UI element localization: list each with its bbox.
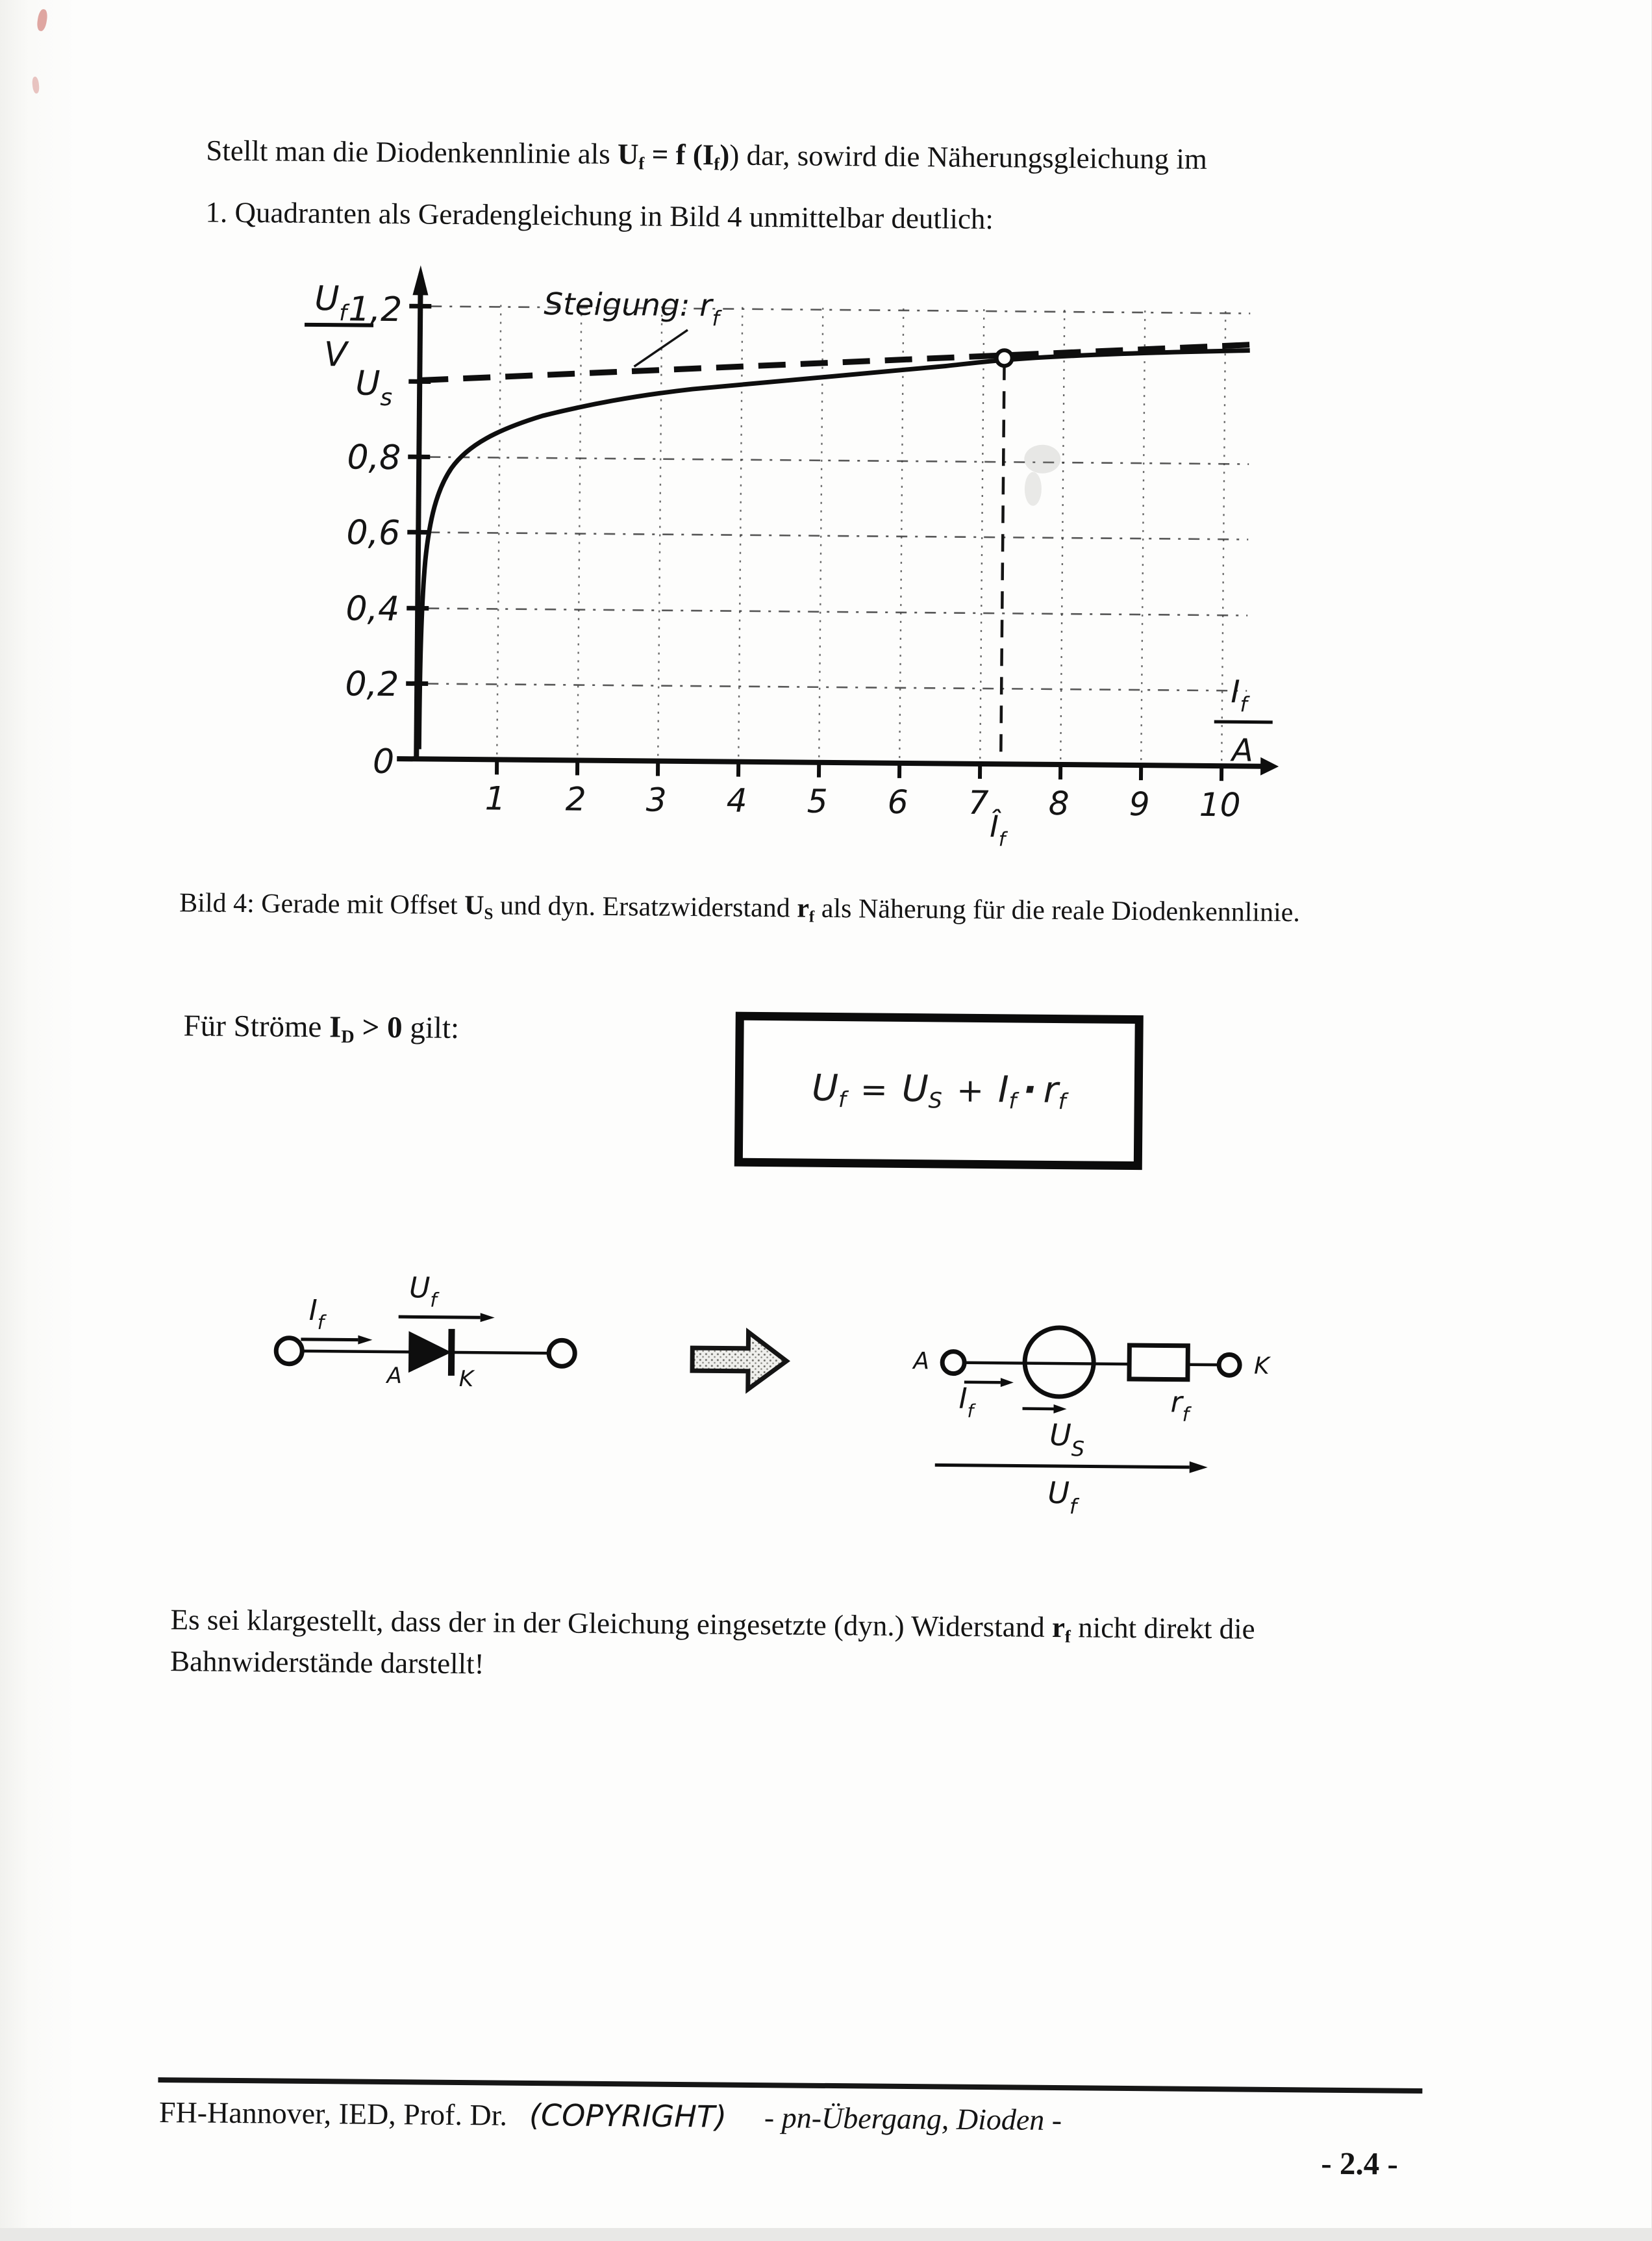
source-voltage-label: $U_S$ [1049,1417,1085,1461]
total-voltage-arrow-head-icon [1190,1462,1208,1473]
intro-paragraph [205,120,1401,255]
equivalent-circuit-diagram [897,1270,1353,1514]
svg-text:1: 1 [485,779,506,817]
symbol-uf: U [618,138,639,170]
svg-text:3: 3 [646,781,667,818]
operating-point-marker [997,350,1012,366]
svg-text:9: 9 [1129,785,1149,823]
eq-plus: + [957,1072,984,1109]
svg-text:Uf: $U_f$ [314,279,351,326]
equation [812,1067,1066,1114]
footer-chapter: - pn-Übergang, Dioden - [764,2100,1062,2137]
approximation-line [421,337,1253,387]
symbol-rf: r [797,893,809,923]
svg-text:6: 6 [888,783,908,821]
symbol-uf-sub: f [638,153,644,173]
clarify-text: Es sei klargestellt, dass der in der Gleichung eingesetzte (dyn.) Widerstand [170,1603,1052,1643]
eq-us-sub: S [928,1088,942,1113]
condition-text: gilt: [402,1011,459,1045]
figure-4-chart [266,257,1284,838]
svg-text:5: 5 [807,783,828,820]
cathode-label: K [1254,1353,1271,1380]
terminal-anode [942,1351,964,1373]
svg-text:0,2: 0,2 [345,665,399,704]
terminal-anode [276,1338,302,1364]
page-number: - 2.4 - [1321,2145,1398,2183]
footer [159,2094,1062,2137]
current-label: $I_f$ [308,1294,327,1334]
x-axis [397,759,1263,766]
eq-rf: r [1043,1069,1058,1111]
y-tick-labels [344,290,402,781]
svg-text:If: $I_f$ [1231,674,1251,716]
svg-text:0: 0 [373,742,395,781]
eq-uf: U [812,1067,839,1109]
footer-copyright: (COPYRIGHT) [529,2097,727,2134]
svg-text:4: 4 [727,782,747,820]
operating-point-label: $Î_f$ [990,809,1008,851]
scan-smudge [1024,445,1060,474]
equation-box [734,1012,1144,1170]
diode-curve [419,343,1249,756]
svg-text:2: 2 [566,780,586,818]
x-tick-labels [485,779,1241,824]
diode-circuit-diagram [249,1254,614,1407]
diode-cathode-bar [451,1329,452,1376]
eq-uf-sub: f [838,1087,846,1113]
x-axis-arrow-icon [1260,757,1279,776]
figure-caption [179,887,1413,931]
clarify-text: nicht direkt die [1071,1611,1255,1645]
caption-text: Bild 4: Gerade mit Offset [179,888,464,920]
current-label: $I_f$ [958,1382,977,1422]
condition-inequality: > 0 [355,1011,403,1045]
intro-text: ) dar, sowird die Näherungsgleichung im [729,139,1207,175]
x-axis-unit-label [1214,674,1273,769]
voltage-label: $U_f$ [409,1271,440,1311]
eq-if: I [998,1069,1009,1111]
implies-block-arrow-icon [687,1323,805,1402]
svg-text:V: V [324,335,350,374]
resistor-symbol [1129,1345,1188,1380]
svg-text:10: 10 [1199,786,1241,824]
svg-text:0,8: 0,8 [347,438,401,477]
eq-if-sub: f [1008,1089,1016,1114]
axes [397,265,1283,776]
svg-text:7: 7 [968,784,989,822]
symbol-if: I [703,138,714,171]
cathode-label: K [459,1366,475,1392]
symbol-id-sub: D [341,1027,355,1047]
svg-text:1,2: 1,2 [348,290,402,329]
terminal-cathode [549,1340,575,1366]
symbol-us-sub: S [484,905,493,923]
svg-text:Steigung:: Steigung: [544,286,690,323]
svg-text:rf: $r_f$ [699,288,723,331]
voltage-arrow-head-icon [481,1313,495,1322]
symbol-if-sub: f [714,154,720,173]
footer-rule [158,2077,1422,2094]
terminal-cathode [1219,1354,1240,1375]
operating-point-line [1001,362,1004,763]
svg-text:0,4: 0,4 [345,589,399,629]
clarification-paragraph [170,1599,1444,1693]
slope-annotation [544,286,723,367]
diode-symbol [408,1331,452,1373]
svg-text:8: 8 [1048,785,1069,822]
total-voltage-arrow [935,1465,1190,1467]
intro-paren: ) [720,138,729,171]
anode-label: A [912,1348,929,1374]
svg-text:Us: $U_s$ [355,364,392,411]
horizontal-gridlines [427,307,1250,691]
caption-text: als Näherung für die reale Diodenkennlinie. [814,894,1300,928]
resistor-label: $r_f$ [1170,1386,1192,1426]
eq-us: U [902,1068,929,1110]
current-arrow [301,1339,358,1340]
condition-line [183,1008,459,1048]
symbol-rf-sub: f [1065,1627,1071,1646]
symbol-id: I [329,1010,342,1044]
caption-text: und dyn. Ersatzwiderstand [493,891,797,923]
anode-label: A [385,1363,402,1389]
eq-equals: = [860,1071,888,1109]
symbol-rf-sub: f [809,908,815,926]
intro-text: Stellt man die Diodenkennlinie als [206,134,618,171]
y-axis-arrow-icon [412,265,428,295]
symbol-rf: r [1052,1611,1065,1643]
condition-text: Für Ströme [183,1009,329,1044]
clarify-text-line2: Bahnwiderstände darstellt! [170,1645,484,1680]
current-arrow-head-icon [358,1336,372,1345]
eq-rf-sub: f [1058,1089,1066,1115]
total-voltage-label: $U_f$ [1047,1475,1080,1519]
source-voltage-arrow-head-icon [1053,1404,1066,1413]
current-arrow-head-icon [1001,1378,1014,1387]
svg-text:A: A [1230,732,1253,768]
annotation-leader-line [634,329,687,367]
svg-text:0,6: 0,6 [346,513,400,553]
intro-text-line2: 1. Quadranten als Geradengleichung in Bild 4 unmittelbar deutlich: [205,196,994,236]
intro-eq-text: = f ( [644,138,703,171]
scan-smudge [1025,472,1042,506]
symbol-us: U [464,891,484,920]
footer-institution: FH-Hannover, IED, Prof. Dr. [159,2095,507,2133]
eq-dot: · [1023,1069,1037,1111]
